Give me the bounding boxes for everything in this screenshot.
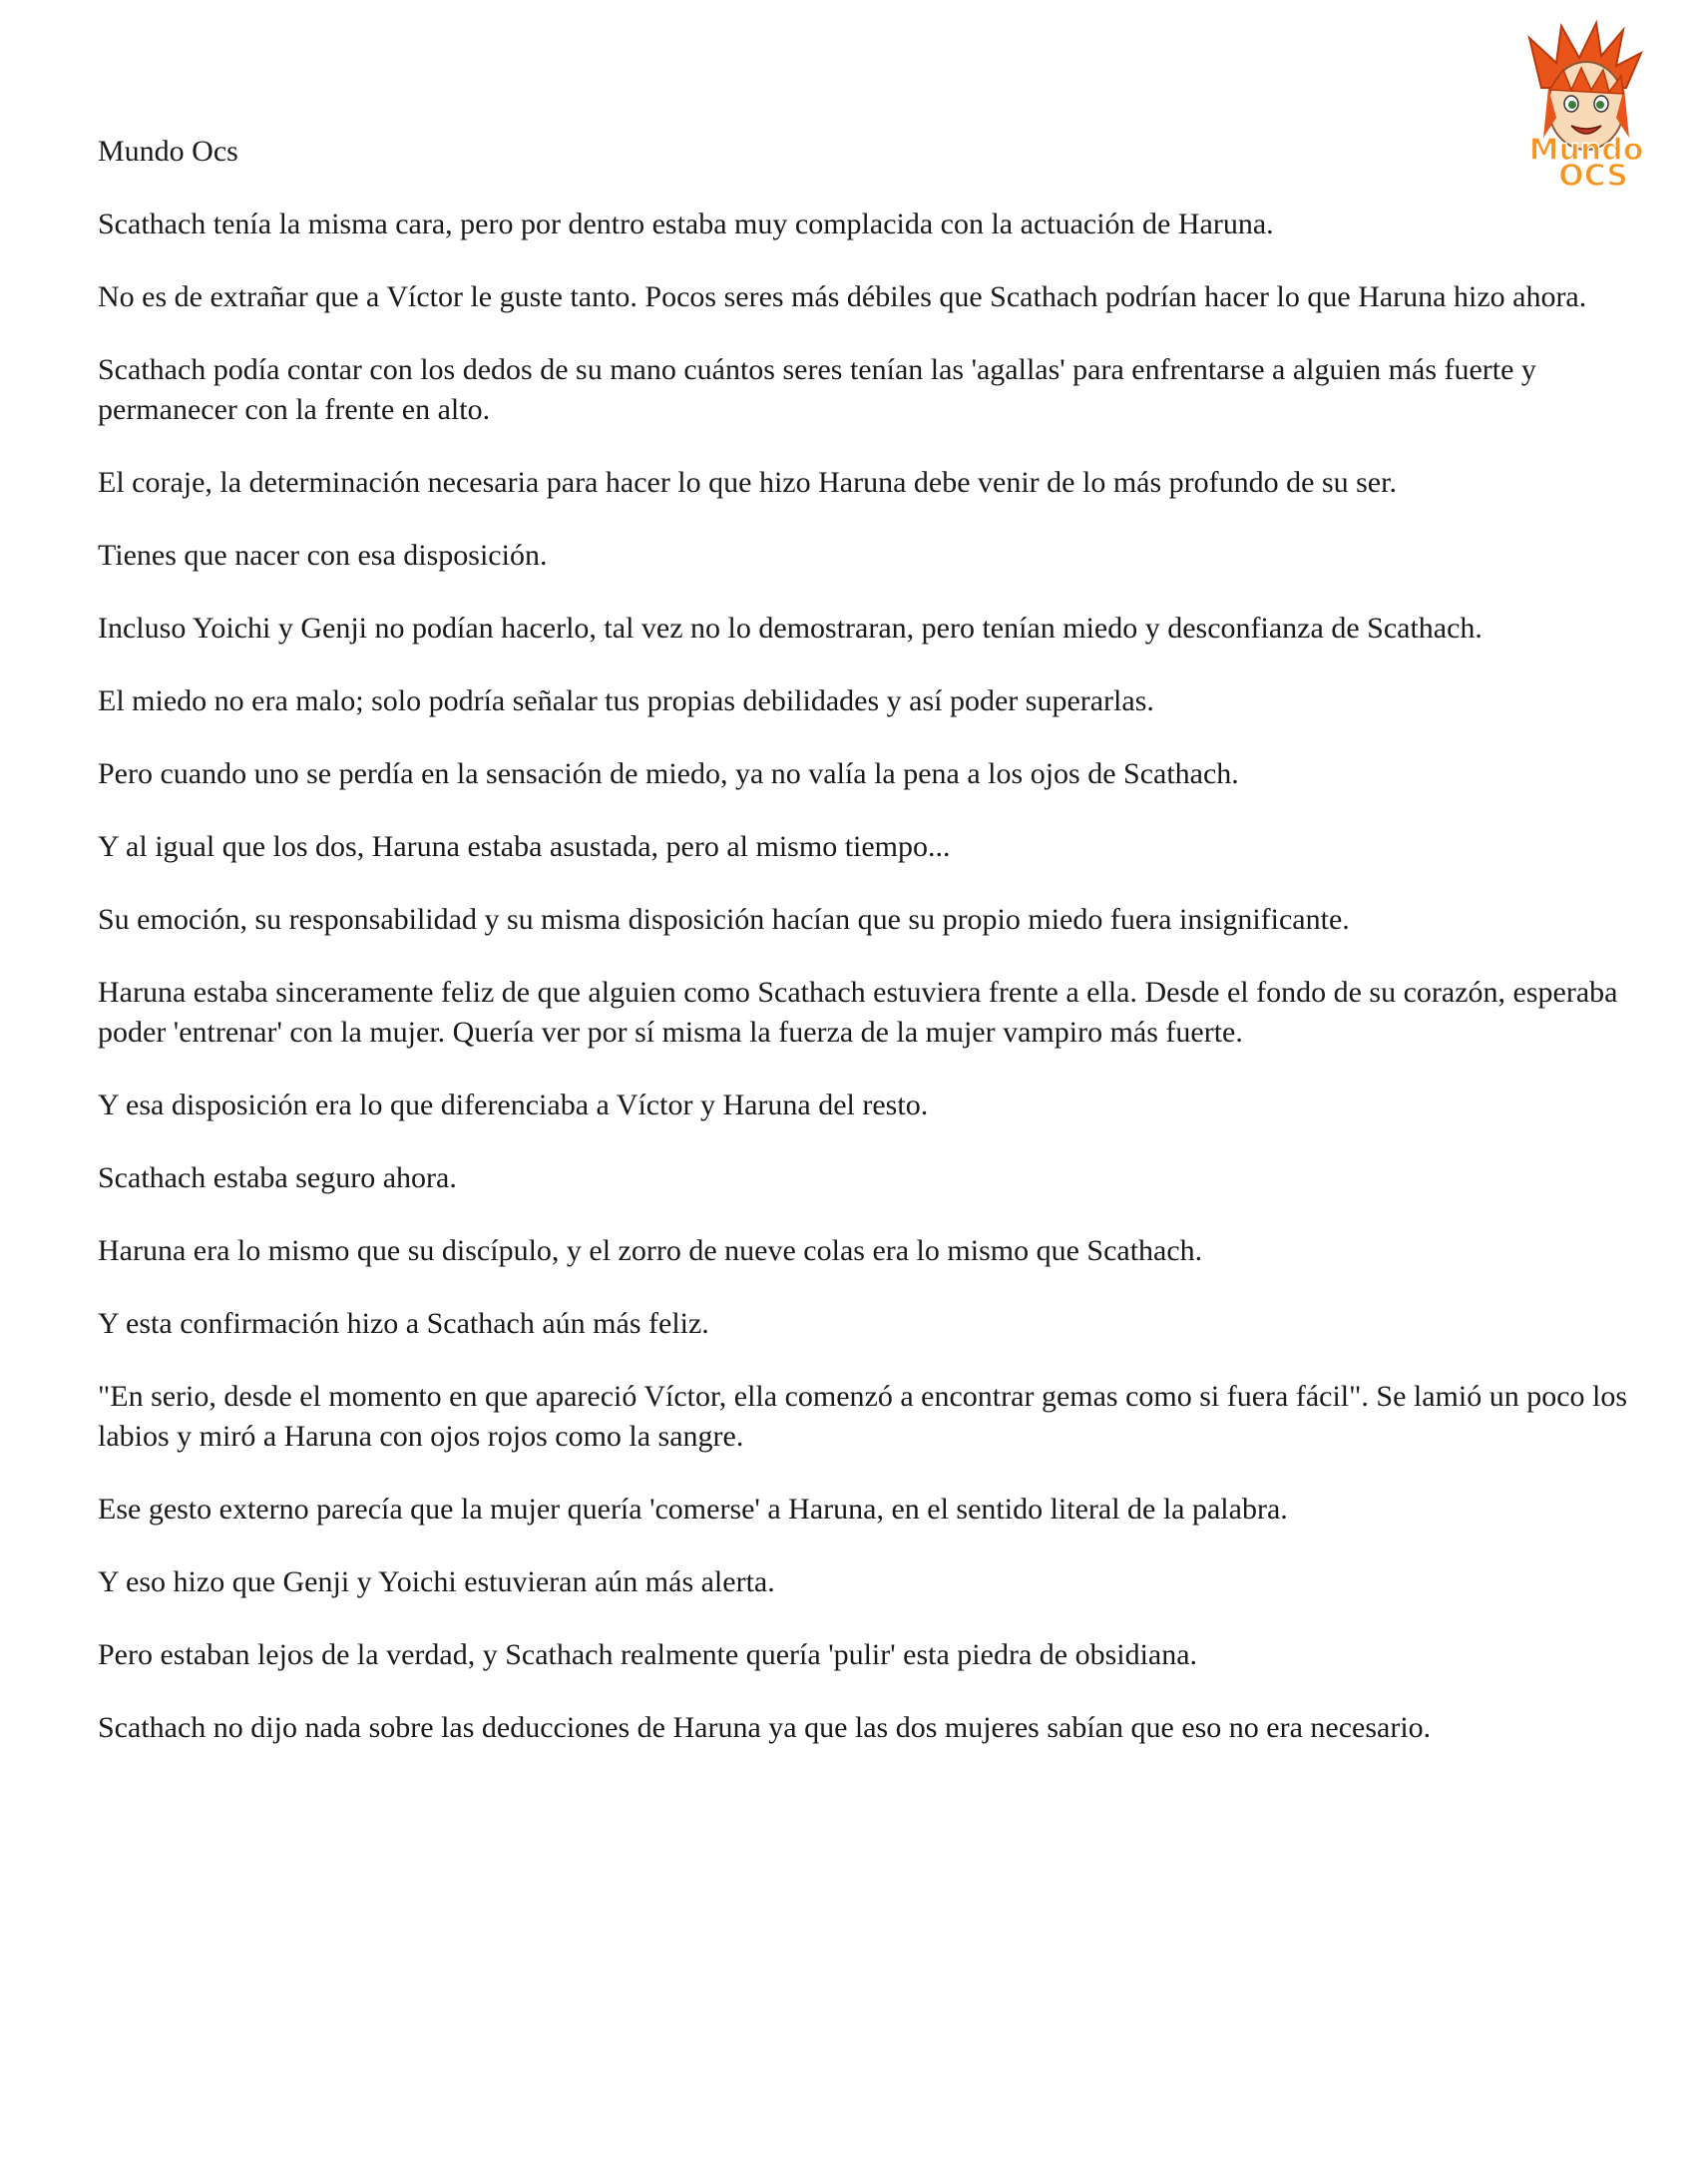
paragraph: Scathach tenía la misma cara, pero por dentro estaba muy complacida con la actuación de Haruna. xyxy=(98,208,1274,240)
logo-text-line2: OCS xyxy=(1558,159,1628,188)
paragraph: El coraje, la determinación necesaria para hacer lo que hizo Haruna debe venir de lo más profundo de su ser. xyxy=(98,466,1397,499)
paragraph: "En serio, desde el momento en que apareció Víctor, ella comenzó a encontrar gemas como si fuera fácil". Se lamió un poco los labios y miró a Haruna con ojos rojos como la sangre. xyxy=(98,1380,1628,1453)
paragraph: Incluso Yoichi y Genji no podían hacerlo, tal vez no lo demostraran, pero tenían miedo y desconfianza de Scathach. xyxy=(98,612,1483,645)
logo-text-line1: Mundo xyxy=(1528,133,1644,168)
paragraph: Su emoción, su responsabilidad y su misma disposición hacían que su propio miedo fuera insignificante. xyxy=(98,903,1350,936)
paragraph: Pero estaban lejos de la verdad, y Scathach realmente quería 'pulir' esta piedra de obsidiana. xyxy=(98,1638,1198,1671)
paragraph: Haruna era lo mismo que su discípulo, y el zorro de nueve colas era lo mismo que Scathach. xyxy=(98,1234,1203,1267)
paragraph: Tienes que nacer con esa disposición. xyxy=(98,539,548,572)
paragraph: Y eso hizo que Genji y Yoichi estuvieran aún más alerta. xyxy=(98,1565,775,1598)
paragraph: El miedo no era malo; solo podría señalar tus propias debilidades y así poder superarlas. xyxy=(98,684,1154,717)
paragraph: Y al igual que los dos, Haruna estaba asustada, pero al mismo tiempo... xyxy=(98,830,951,863)
paragraph: Y esa disposición era lo que diferenciaba a Víctor y Haruna del resto. xyxy=(98,1089,929,1121)
paragraph: Scathach podía contar con los dedos de su mano cuántos seres tenían las 'agallas' para enfrentarse a alguien más fuerte y permanecer con la frente en alto. xyxy=(98,353,1536,426)
paragraph: Pero cuando uno se perdía en la sensación de miedo, ya no valía la pena a los ojos de Scathach. xyxy=(98,757,1239,790)
paragraph: Haruna estaba sinceramente feliz de que alguien como Scathach estuviera frente a ella. Desde el fondo de su corazón, esperaba poder 'entrenar' con la mujer. Quería ver por sí misma la fuerza de la mujer vampiro más fuerte. xyxy=(98,976,1618,1049)
paragraph: Scathach estaba seguro ahora. xyxy=(98,1161,457,1194)
paragraph: No es de extrañar que a Víctor le guste tanto. Pocos seres más débiles que Scathach podrían hacer lo que Haruna hizo ahora. xyxy=(98,280,1587,313)
paragraph: Ese gesto externo parecía que la mujer quería 'comerse' a Haruna, en el sentido literal de la palabra. xyxy=(98,1493,1288,1526)
document-title: Mundo Ocs xyxy=(98,135,238,168)
paragraph-list xyxy=(98,205,1634,1748)
document-body xyxy=(98,132,1634,1781)
paragraph: Y esta confirmación hizo a Scathach aún más feliz. xyxy=(98,1307,709,1340)
paragraph: Scathach no dijo nada sobre las deducciones de Haruna ya que las dos mujeres sabían que eso no era necesario. xyxy=(98,1711,1432,1744)
